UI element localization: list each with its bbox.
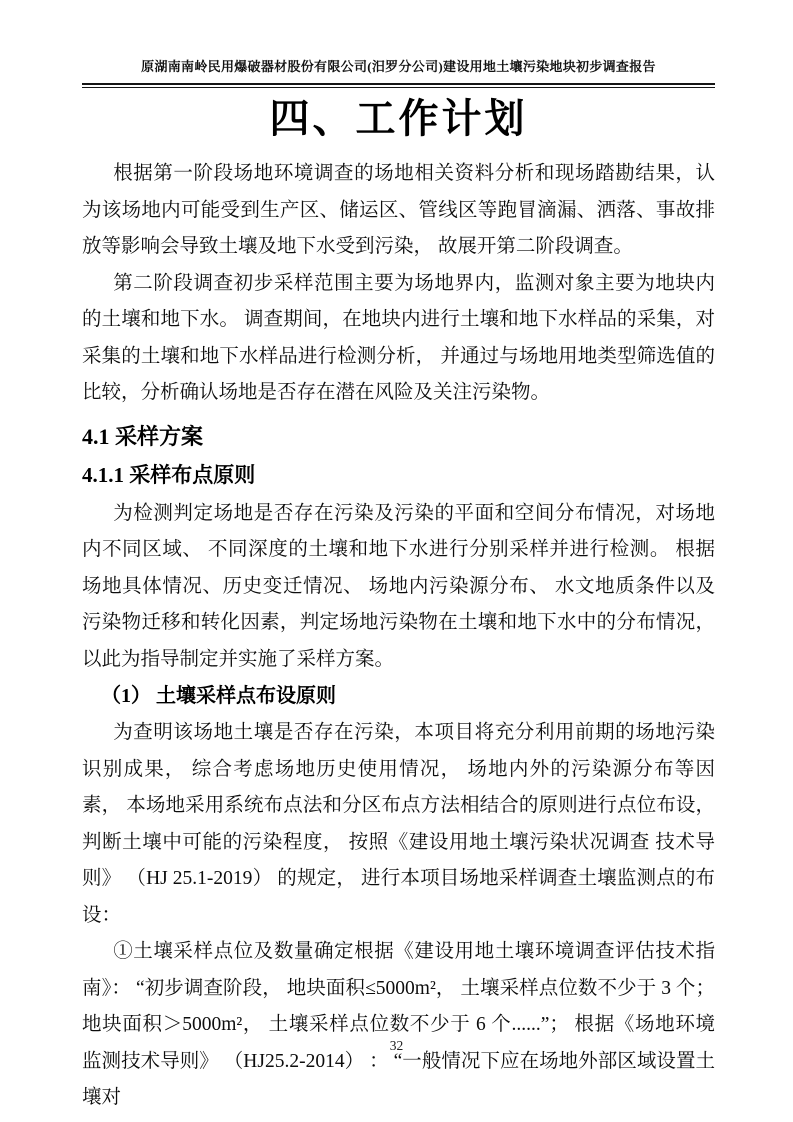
paragraph-soil-point-quantity: ①土壤采样点位及数量确定根据《建设用地土壤环境调查评估技术指南》： “初步调查阶段， 地块面积≤5000m²， 土壤采样点位数不少于 3 个；地块面积＞5000m²， 土壤采样点位数不少于 6 个......”； 根据《场地环境监测技术导则》 （HJ25.2-2014） ： “一般情况下应在场地外部区域设置土壤对 <box>82 941 715 1108</box>
chapter-title: 四、工作计划 <box>269 97 528 141</box>
paragraph-sampling-principle: 为检测判定场地是否存在污染及污染的平面和空间分布情况，对场地内不同区域、 不同深度的土壤和地下水进行分别采样并进行检测。 根据场地具体情况、历史变迁情况、 场地内污染源分布、 水文地质条件以及污染物迁移和转化因素，判定场地污染物在土壤和地下水中的分布情况， 以此为指导制定并实施了采样方案。 <box>82 502 715 670</box>
page-number: 32 <box>389 1038 404 1053</box>
page-header <box>82 58 715 88</box>
heading-sampling-plan: 4.1 采样方案 <box>82 423 204 449</box>
running-header-title: 原湖南南岭民用爆破器材股份有限公司(汨罗分公司)建设用地土壤污染地块初步调查报告 <box>141 59 656 74</box>
paragraph-soil-layout-method: 为查明该场地土壤是否存在污染，本项目将充分利用前期的场地污染识别成果， 综合考虑场地历史使用情况， 场地内外的污染源分布等因素， 本场地采用系统布点法和分区布点方法相结合的原则进行点位布设，判断土壤中可能的污染程度， 按照《建设用地土壤污染状况调查 技术导则》 （HJ 25.1-2019） 的规定， 进行本项目场地采样调查土壤监测点的布设： <box>82 722 715 926</box>
paragraph-stage1-conclusion: 根据第一阶段场地环境调查的场地相关资料分析和现场踏勘结果，认为该场地内可能受到生产区、储运区、管线区等跑冒滴漏、洒落、事故排放等影响会导致土壤及地下水受到污染， 故展开第二阶段调查。 <box>82 163 715 257</box>
paragraph-stage2-scope: 第二阶段调查初步采样范围主要为场地界内，监测对象主要为地块内的土壤和地下水。 调查期间，在地块内进行土壤和地下水样品的采集，对采集的土壤和地下水样品进行检测分析， 并通过与场地用地类型筛选值的比较，分析确认场地是否存在潜在风险及关注污染物。 <box>82 272 715 403</box>
header-double-rule <box>82 83 715 88</box>
heading-soil-sampling-point-layout: （1） 土壤采样点布设原则 <box>101 685 336 707</box>
heading-sampling-point-principles: 4.1.1 采样布点原则 <box>82 462 256 487</box>
